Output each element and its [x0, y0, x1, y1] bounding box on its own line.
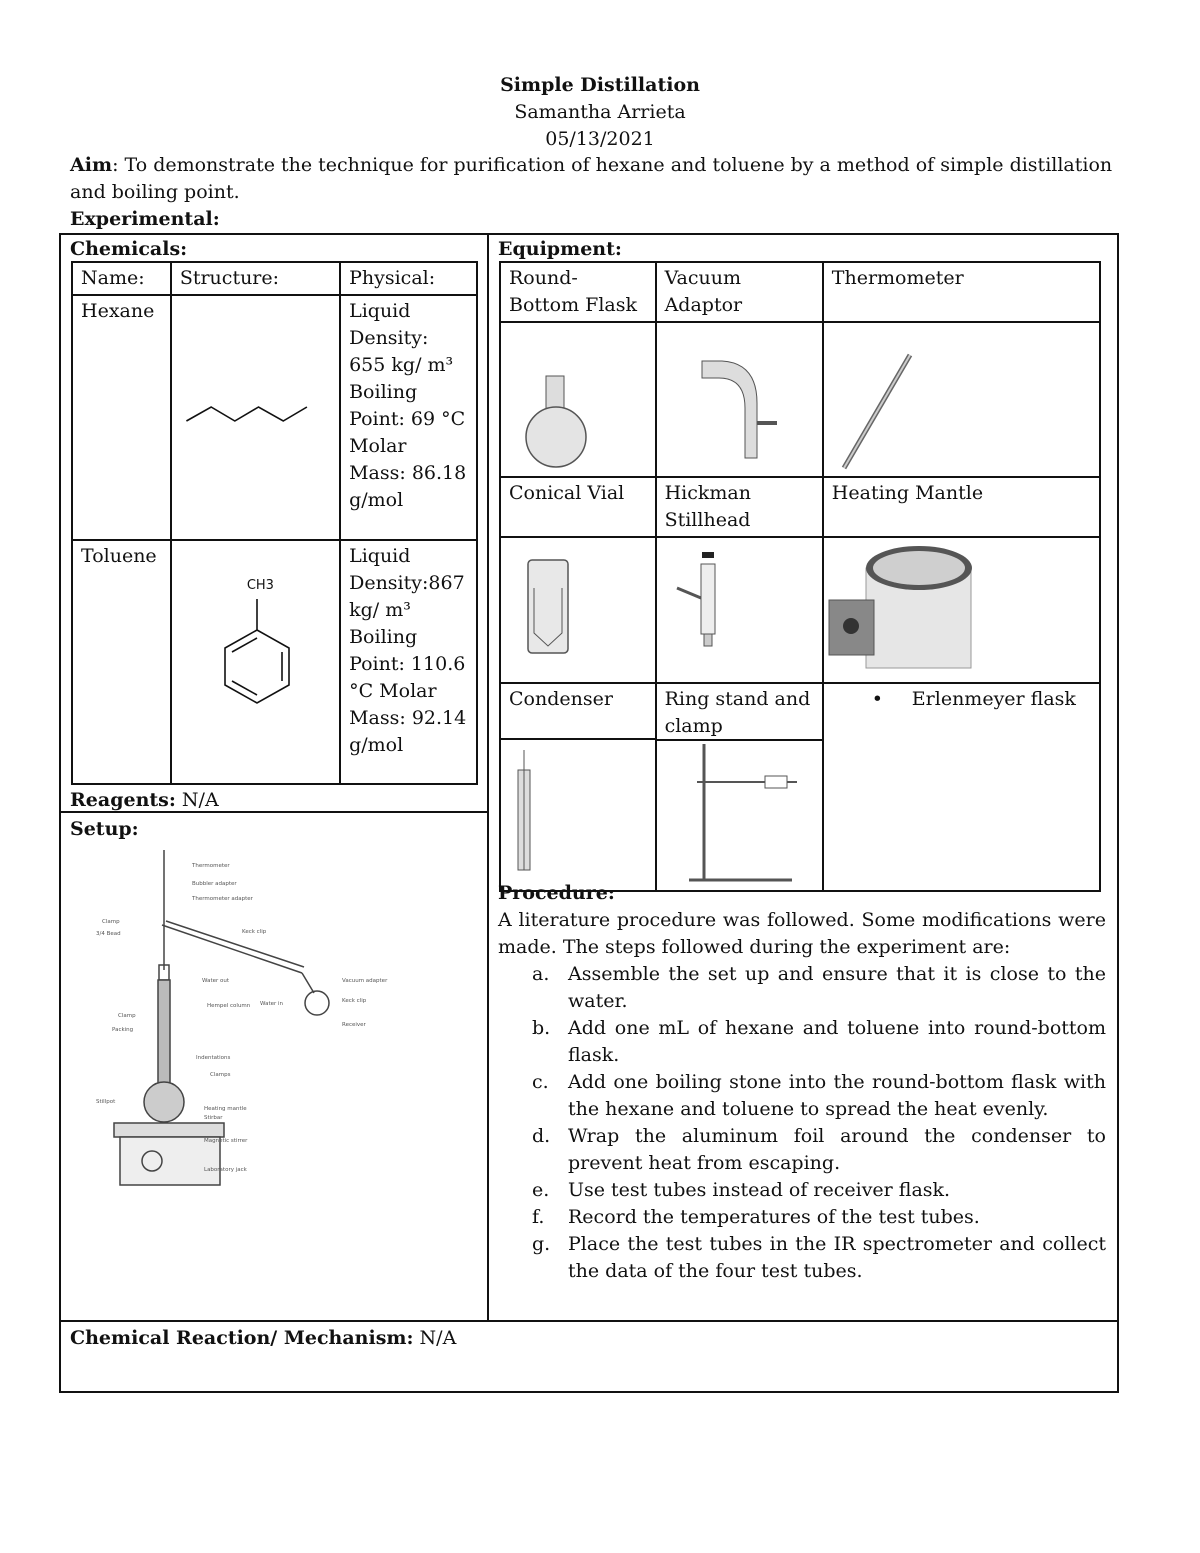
- experimental-label: Experimental:: [70, 208, 220, 230]
- equipment-table: [499, 261, 1101, 892]
- equipment-label: Equipment:: [498, 238, 622, 260]
- procedure-step: [498, 1204, 1106, 1231]
- step-marker: g.: [532, 1233, 551, 1255]
- diagram-label: Packing: [112, 1027, 134, 1033]
- step-text: Place the test tubes in the IR spectrometer and collect the data of the four test tubes.: [568, 1233, 1106, 1282]
- chemical-row-hexane: [72, 295, 477, 540]
- hexane-skeletal-structure: [172, 296, 341, 539]
- diagram-label: Clamps: [210, 1072, 231, 1078]
- hickman-stillhead-icon: [657, 538, 823, 682]
- step-text: Add one boiling stone into the round-bottom flask with the hexane and toluene to spread the heat evenly.: [568, 1071, 1106, 1120]
- diagram-label: Laboratory jack: [204, 1167, 247, 1173]
- procedure-step: [498, 1015, 1106, 1069]
- document-header: [0, 72, 1200, 153]
- diagram-label: Vacuum adapter: [342, 978, 388, 984]
- condenser-cell: [500, 683, 656, 891]
- diagram-label: Water in: [260, 1001, 284, 1007]
- aim-paragraph: [70, 152, 1135, 206]
- thermometer-icon: [824, 323, 1100, 476]
- mechanism-value: N/A: [413, 1327, 457, 1349]
- heating-mantle-image: [823, 537, 1100, 683]
- diagram-label: Clamp: [118, 1013, 136, 1019]
- equipment-image-row: [500, 322, 1100, 477]
- procedure-intro: A literature procedure was followed. Some modifications were made. The steps followed during the experiment are:: [498, 909, 1106, 958]
- diagram-label: Water out: [202, 978, 230, 984]
- diagram-label: Thermometer: [192, 863, 230, 869]
- step-text: Add one mL of hexane and toluene into round-bottom flask.: [568, 1017, 1106, 1066]
- step-marker: a.: [532, 963, 550, 985]
- equipment-name: Hickman Stillhead: [656, 477, 823, 537]
- toluene-skeletal-structure: [172, 541, 341, 783]
- setup-label: Setup:: [70, 818, 139, 840]
- diagram-label: Indentations: [196, 1055, 231, 1061]
- chemicals-label: Chemicals:: [70, 238, 188, 260]
- document-title: Simple Distillation: [500, 74, 700, 96]
- toluene-structure: [171, 540, 340, 784]
- mechanism-line: [70, 1325, 456, 1352]
- equipment-name: Thermometer: [823, 262, 1100, 322]
- chemicals-header-row: [72, 262, 477, 295]
- erlenmeyer-cell: [823, 683, 1100, 891]
- diagram-label: 3/4 Bead: [96, 931, 121, 937]
- step-text: Use test tubes instead of receiver flask.: [568, 1179, 951, 1201]
- procedure-steps: [498, 961, 1106, 1285]
- diagram-label: Keck clip: [342, 998, 367, 1004]
- equipment-name: Round-Bottom Flask: [500, 262, 656, 322]
- bullet-icon: •: [871, 688, 884, 710]
- chemical-name: Hexane: [72, 295, 171, 540]
- reagents-label: Reagents:: [70, 789, 176, 811]
- step-marker: b.: [532, 1017, 551, 1039]
- document-date: 05/13/2021: [545, 128, 655, 150]
- hickman-stillhead-image: [656, 537, 823, 683]
- mechanism-divider: [59, 1320, 1119, 1322]
- chemical-physical: Liquid Density:867 kg/ m³ Boiling Point: 110.6 °C Molar Mass: 92.14 g/mol: [340, 540, 477, 784]
- equipment-name: Ring stand and clamp: [664, 688, 811, 737]
- chemical-row-toluene: [72, 540, 477, 784]
- diagram-label: Thermometer adapter: [192, 896, 253, 902]
- conical-vial-icon: [501, 538, 655, 682]
- mechanism-label: Chemical Reaction/ Mechanism:: [70, 1327, 414, 1349]
- equipment-name: Heating Mantle: [823, 477, 1100, 537]
- thermometer-image: [823, 322, 1100, 477]
- step-text: Wrap the aluminum foil around the condenser to prevent heat from escaping.: [568, 1125, 1106, 1174]
- diagram-label: Heating mantle: [204, 1106, 247, 1112]
- step-text: Record the temperatures of the test tubes.: [568, 1206, 980, 1228]
- equipment-label-row: [500, 262, 1100, 322]
- erlenmeyer-item: [832, 686, 1091, 713]
- aim-text: : To demonstrate the technique for purification of hexane and toluene by a method of simple distillation and boiling point.: [70, 154, 1113, 203]
- round-bottom-flask-icon: [501, 323, 655, 476]
- reagents-line: [70, 787, 219, 814]
- procedure-section: [498, 880, 1106, 1285]
- ring-stand-icon: [657, 740, 823, 890]
- chemical-name: Toluene: [72, 540, 171, 784]
- distillation-setup-diagram: [92, 845, 388, 1195]
- procedure-step: [498, 1231, 1106, 1285]
- equipment-name: Condenser: [509, 688, 613, 710]
- step-text: Assemble the set up and ensure that it is close to the water.: [568, 963, 1106, 1012]
- conical-vial-image: [500, 537, 656, 683]
- procedure-step: [498, 1177, 1106, 1204]
- diagram-label: Stillpot: [96, 1099, 116, 1105]
- equipment-name: Vacuum Adaptor: [656, 262, 823, 322]
- vacuum-adaptor-icon: [657, 323, 823, 476]
- header-name: Name:: [72, 262, 171, 295]
- procedure-step: [498, 1123, 1106, 1177]
- equipment-image-row: [500, 537, 1100, 683]
- vacuum-adaptor-image: [656, 322, 823, 477]
- round-bottom-flask-image: [500, 322, 656, 477]
- equipment-name: Erlenmeyer flask: [911, 688, 1076, 710]
- diagram-label: Magnetic stirrer: [204, 1138, 248, 1144]
- condenser-icon: [501, 740, 655, 890]
- ring-stand-cell: [656, 683, 823, 891]
- equipment-last-row: [500, 683, 1100, 891]
- procedure-step: [498, 1069, 1106, 1123]
- step-marker: e.: [532, 1179, 550, 1201]
- diagram-label: Clamp: [102, 919, 120, 925]
- reagents-value: N/A: [175, 789, 219, 811]
- diagram-label: Receiver: [342, 1022, 366, 1028]
- equipment-name: Conical Vial: [500, 477, 656, 537]
- chemicals-table: [71, 261, 478, 785]
- methyl-label: CH3: [246, 578, 274, 593]
- diagram-label: Keck clip: [242, 929, 267, 935]
- header-physical: Physical:: [340, 262, 477, 295]
- procedure-label: Procedure:: [498, 882, 615, 904]
- column-divider: [487, 233, 489, 1321]
- chemical-physical: Liquid Density: 655 kg/ m³ Boiling Point: 69 °C Molar Mass: 86.18 g/mol: [340, 295, 477, 540]
- diagram-label: Bubbler adapter: [192, 881, 237, 887]
- diagram-label: Stirbar: [204, 1115, 223, 1121]
- header-structure: Structure:: [171, 262, 340, 295]
- hexane-structure: [171, 295, 340, 540]
- procedure-step: [498, 961, 1106, 1015]
- diagram-label: Hempel column: [207, 1003, 251, 1009]
- step-marker: c.: [532, 1071, 549, 1093]
- step-marker: f.: [532, 1206, 545, 1228]
- heating-mantle-icon: [824, 538, 1100, 682]
- step-marker: d.: [532, 1125, 551, 1147]
- aim-label: Aim: [70, 154, 113, 176]
- equipment-label-row: [500, 477, 1100, 537]
- author-name: Samantha Arrieta: [514, 101, 686, 123]
